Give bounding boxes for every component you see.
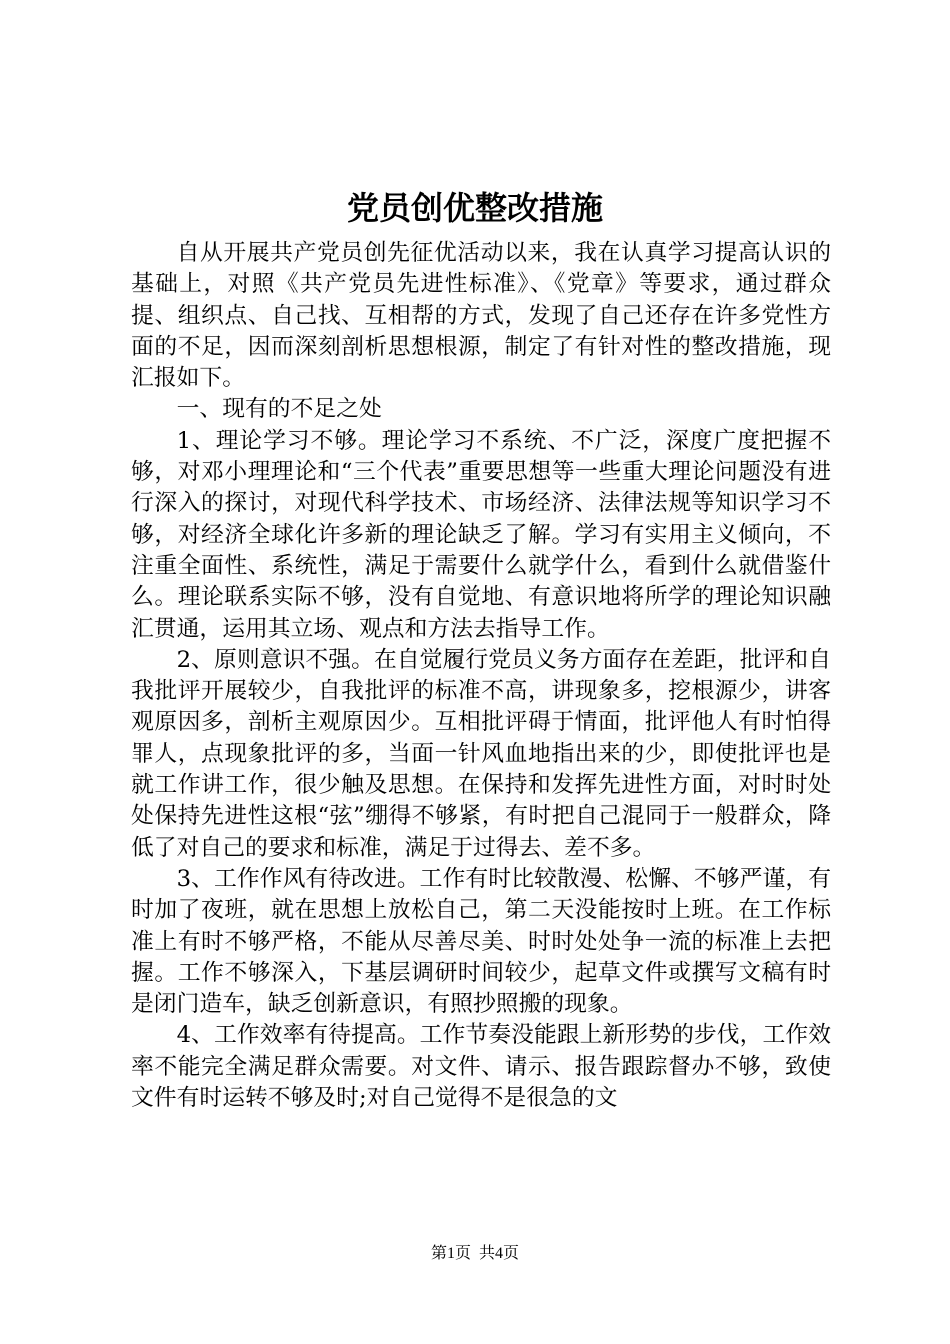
document-title: 党员创优整改措施 — [346, 189, 603, 227]
page-total: 共4页 — [479, 1245, 520, 1262]
paragraph-theory-study: 1、理论学习不够。理论学习不系统、不广泛，深度广度把握不够，对邓小理理论和“三个代表”重要思想等一些重大理论问题没有进行深入的探讨，对现代科学技术、市场经济、法律法规等知识学习不够，对经济全球化许多新的理论缺乏了解。学习有实用主义倾向，不注重全面性、系统性，满足于需要什么就学什么，看到什么就借鉴什么。理论联系实际不够，没有自觉地、有意识地将所学的理论知识融汇贯通，运用其立场、观点和方法去指导工作。 — [131, 427, 831, 642]
section-heading-shortcomings: 一、现有的不足之处 — [176, 396, 382, 423]
paragraph-work-efficiency: 4、工作效率有待提高。工作节奏没能跟上新形势的步伐，工作效率不能完全满足群众需要。对文件、请示、报告跟踪督办不够，致使文件有时运转不够及时;对自己觉得不是很急的文 — [131, 1022, 831, 1112]
paragraph-intro: 自从开展共产党员创先征优活动以来，我在认真学习提高认识的基础上，对照《共产党员先进性标准》、《党章》等要求，通过群众提、组织点、自己找、互相帮的方式，发现了自己还存在许多党性方面的不足，因而深刻剖析思想根源，制定了有针对性的整改措施，现汇报如下。 — [131, 240, 831, 392]
paragraph-principle-awareness: 2、原则意识不强。在自觉履行党员义务方面存在差距，批评和自我批评开展较少，自我批评的标准不高，讲现象多，挖根源少，讲客观原因多，剖析主观原因少。互相批评碍于情面，批评他人有时怕得罪人，点现象批评的多，当面一针风血地指出来的少，即使批评也是就工作讲工作，很少触及思想。在保持和发挥先进性方面，对时时处处保持先进性这根“弦”绷得不够紧，有时把自己混同于一般群众，降低了对自己的要求和标准，满足于过得去、差不多。 — [131, 646, 831, 861]
page-footer — [0, 1244, 950, 1264]
document-body — [131, 238, 831, 1114]
page-number: 第1页 — [430, 1245, 471, 1262]
paragraph-work-style: 3、工作作风有待改进。工作有时比较散漫、松懈、不够严谨，有时加了夜班，就在思想上放松自己，第二天没能按时上班。在工作标准上有时不够严格，不能从尽善尽美、时时处处争一流的标准上去把握。工作不够深入，下基层调研时间较少，起草文件或撰写文稿有时是闭门造车，缺乏创新意识，有照抄照搬的现象。 — [131, 865, 831, 1018]
